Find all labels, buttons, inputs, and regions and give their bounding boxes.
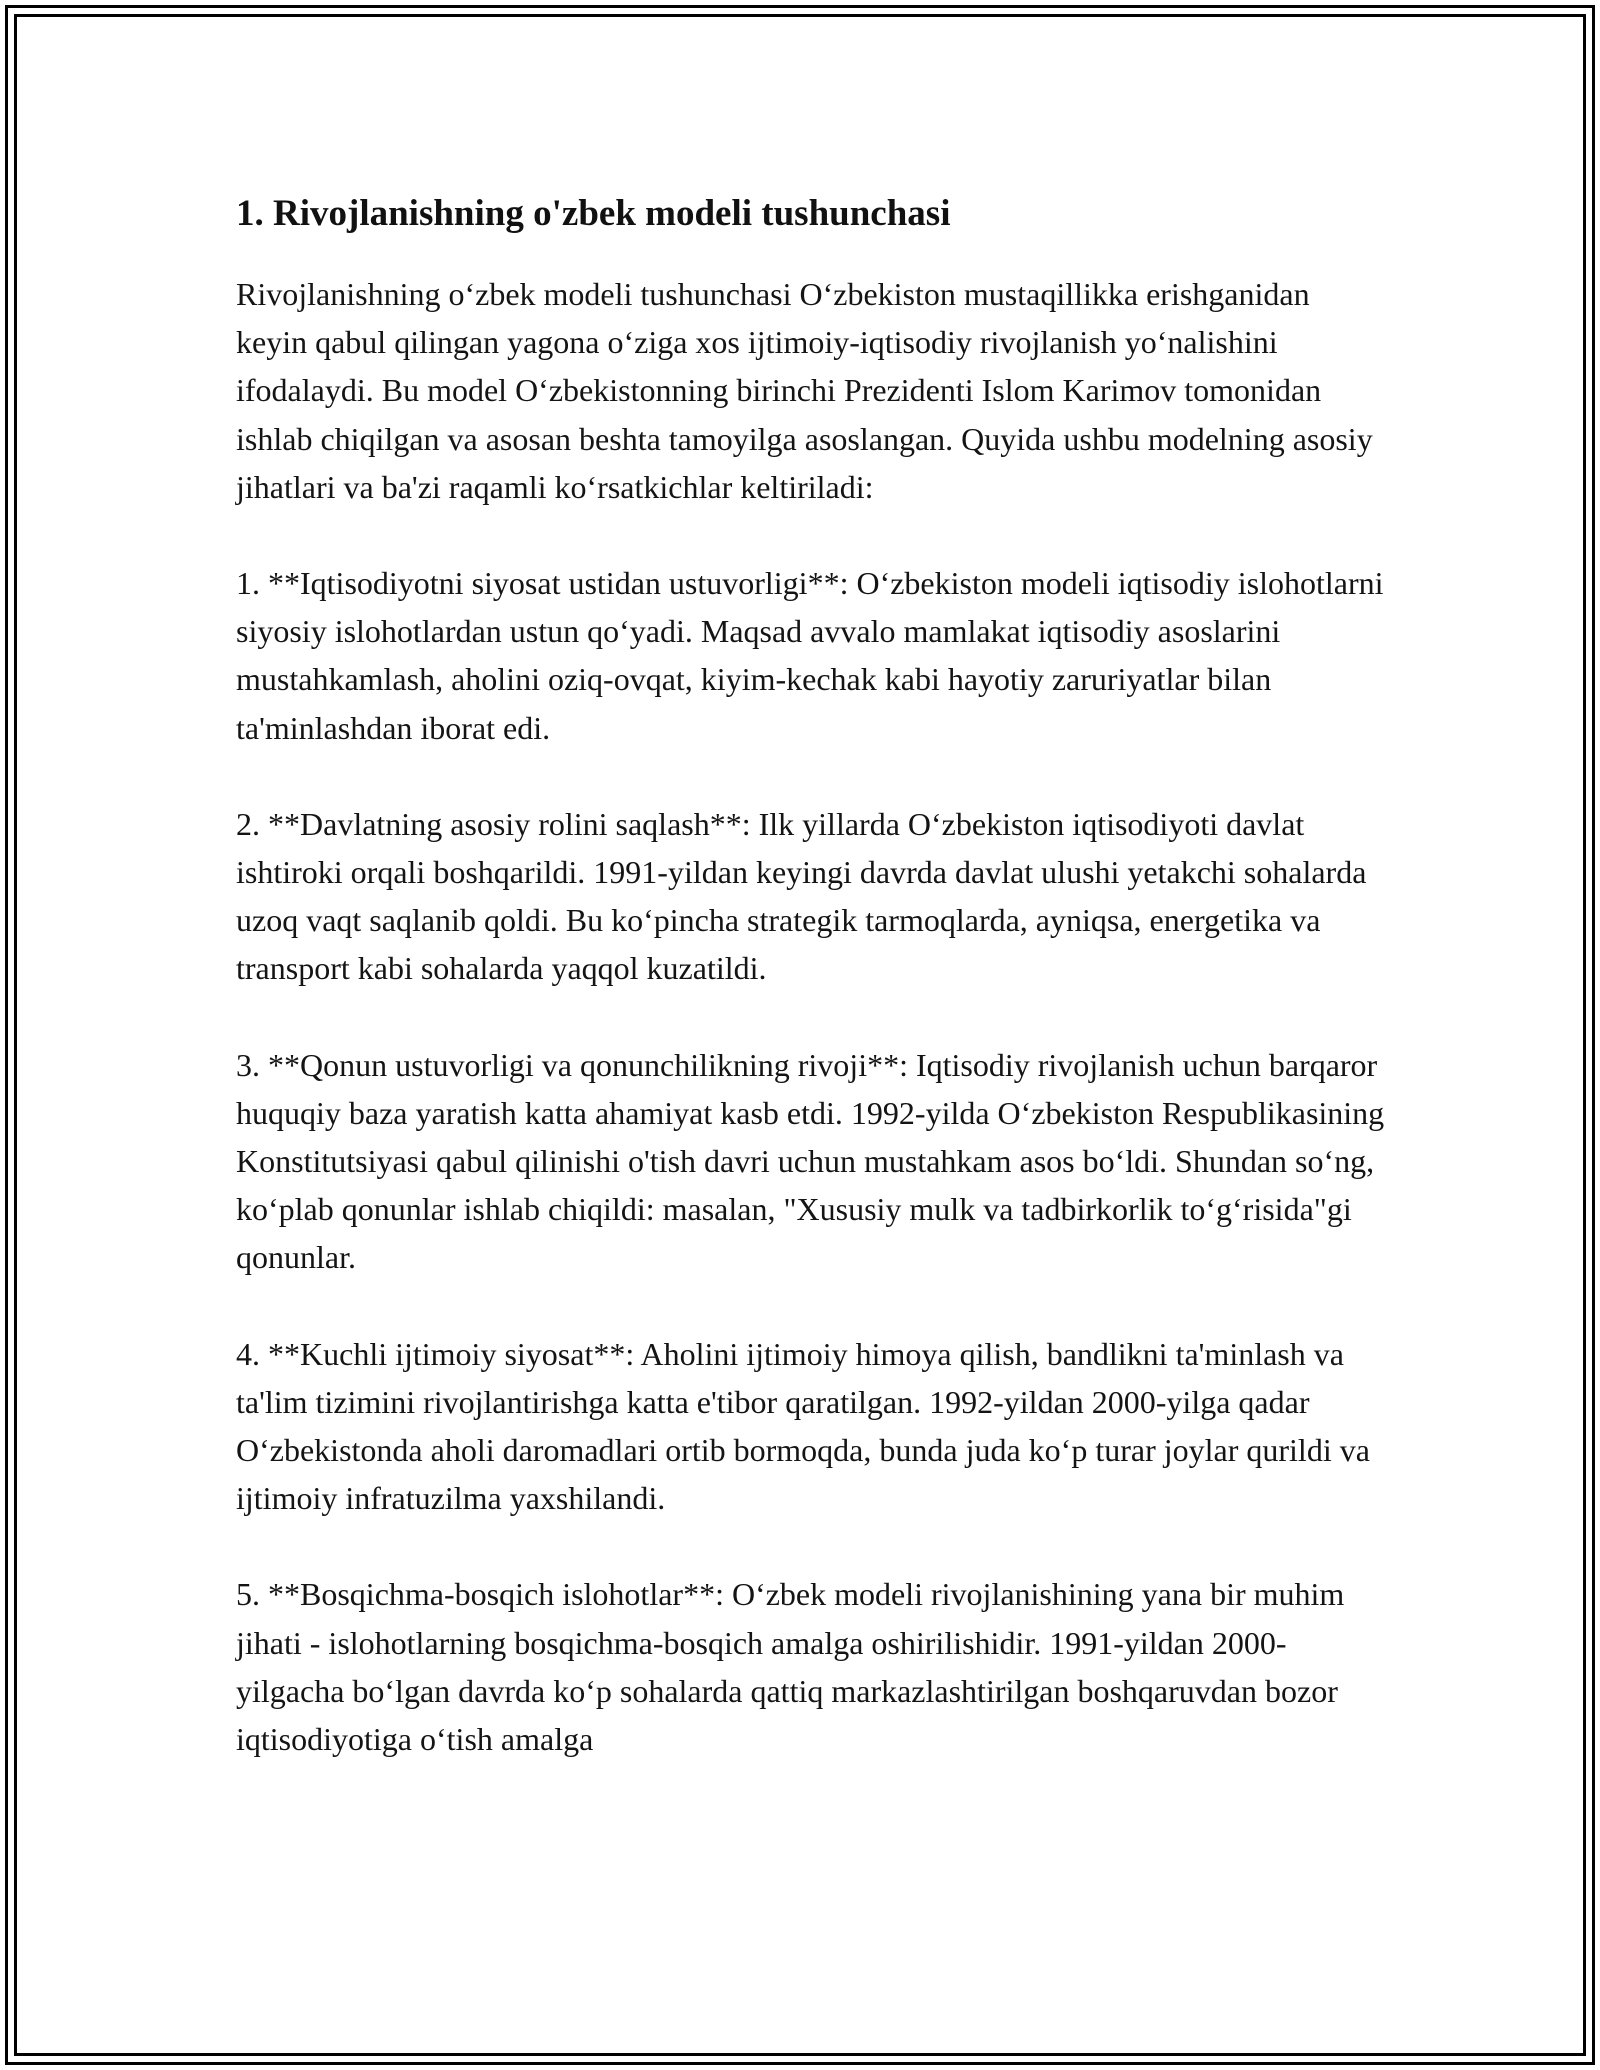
principle-4-paragraph: 4. **Kuchli ijtimoiy siyosat**: Aholini ijtimoiy himoya qilish, bandlikni ta'minlash va ta'lim tizimini rivojlantirishga katta e'tibor qaratilgan. 1992-yildan 2000-yilga qadar O‘zbekistonda aholi daromadlari ortib bormoqda, bunda juda ko‘p turar joylar qurildi va ijtimoiy infratuzilma yaxshilandi. — [236, 1335, 1370, 1517]
section-heading: 1. Rivojlanishning o'zbek modeli tushunchasi — [236, 193, 951, 234]
intro-paragraph: Rivojlanishning o‘zbek modeli tushunchasi O‘zbekiston mustaqillikka erishganidan keyin qabul qilingan yagona o‘ziga xos ijtimoiy-iqtisodiy rivojlanish yo‘nalishini ifodalaydi. Bu model O‘zbekistonning birinchi Prezidenti Islom Karimov tomonidan ishlab chiqilgan va asosan beshta tamoyilga asoslangan. Quyida ushbu modelning asosiy jihatlari va ba'zi raqamli ko‘rsatkichlar keltiriladi: — [236, 276, 1373, 505]
document-body — [236, 186, 1386, 1811]
principle-1-paragraph: 1. **Iqtisodiyotni siyosat ustidan ustuvorligi**: O‘zbekiston modeli iqtisodiy islohotlarni siyosiy islohotlardan ustun qo‘yadi. Maqsad avvalo mamlakat iqtisodiy asoslarini mustahkamlash, aholini oziq-ovqat, kiyim-kechak kabi hayotiy zaruriyatlar bilan ta'minlashdan iborat edi. — [236, 565, 1384, 746]
principle-5-paragraph: 5. **Bosqichma-bosqich islohotlar**: O‘zbek modeli rivojlanishining yana bir muhim jihati - islohotlarning bosqichma-bosqich amalga oshirilishidir. 1991-yildan 2000-yilgacha bo‘lgan davrda ko‘p sohalarda qattiq markazlashtirilgan boshqaruvdan bozor iqtisodiyotiga o‘tish amalga — [236, 1576, 1345, 1758]
principle-2-paragraph: 2. **Davlatning asosiy rolini saqlash**: Ilk yillarda O‘zbekiston iqtisodiyoti davlat ishtiroki orqali boshqarildi. 1991-yildan keyingi davrda davlat ulushi yetakchi sohalarda uzoq vaqt saqlanib qoldi. Bu ko‘pincha strategik tarmoqlarda, ayniqsa, energetika va transport kabi sohalarda yaqqol kuzatildi. — [236, 805, 1367, 987]
principle-3-paragraph: 3. **Qonun ustuvorligi va qonunchilikning rivoji**: Iqtisodiy rivojlanish uchun barqaror huquqiy baza yaratish katta ahamiyat kasb etdi. 1992-yilda O‘zbekiston Respublikasining Konstitutsiyasi qabul qilinishi o'tish davri uchun mustahkam asos bo‘ldi. Shundan so‘ng, ko‘plab qonunlar ishlab chiqildi: masalan, "Xususiy mulk va tadbirkorlik to‘g‘risida"gi qonunlar. — [236, 1046, 1385, 1276]
